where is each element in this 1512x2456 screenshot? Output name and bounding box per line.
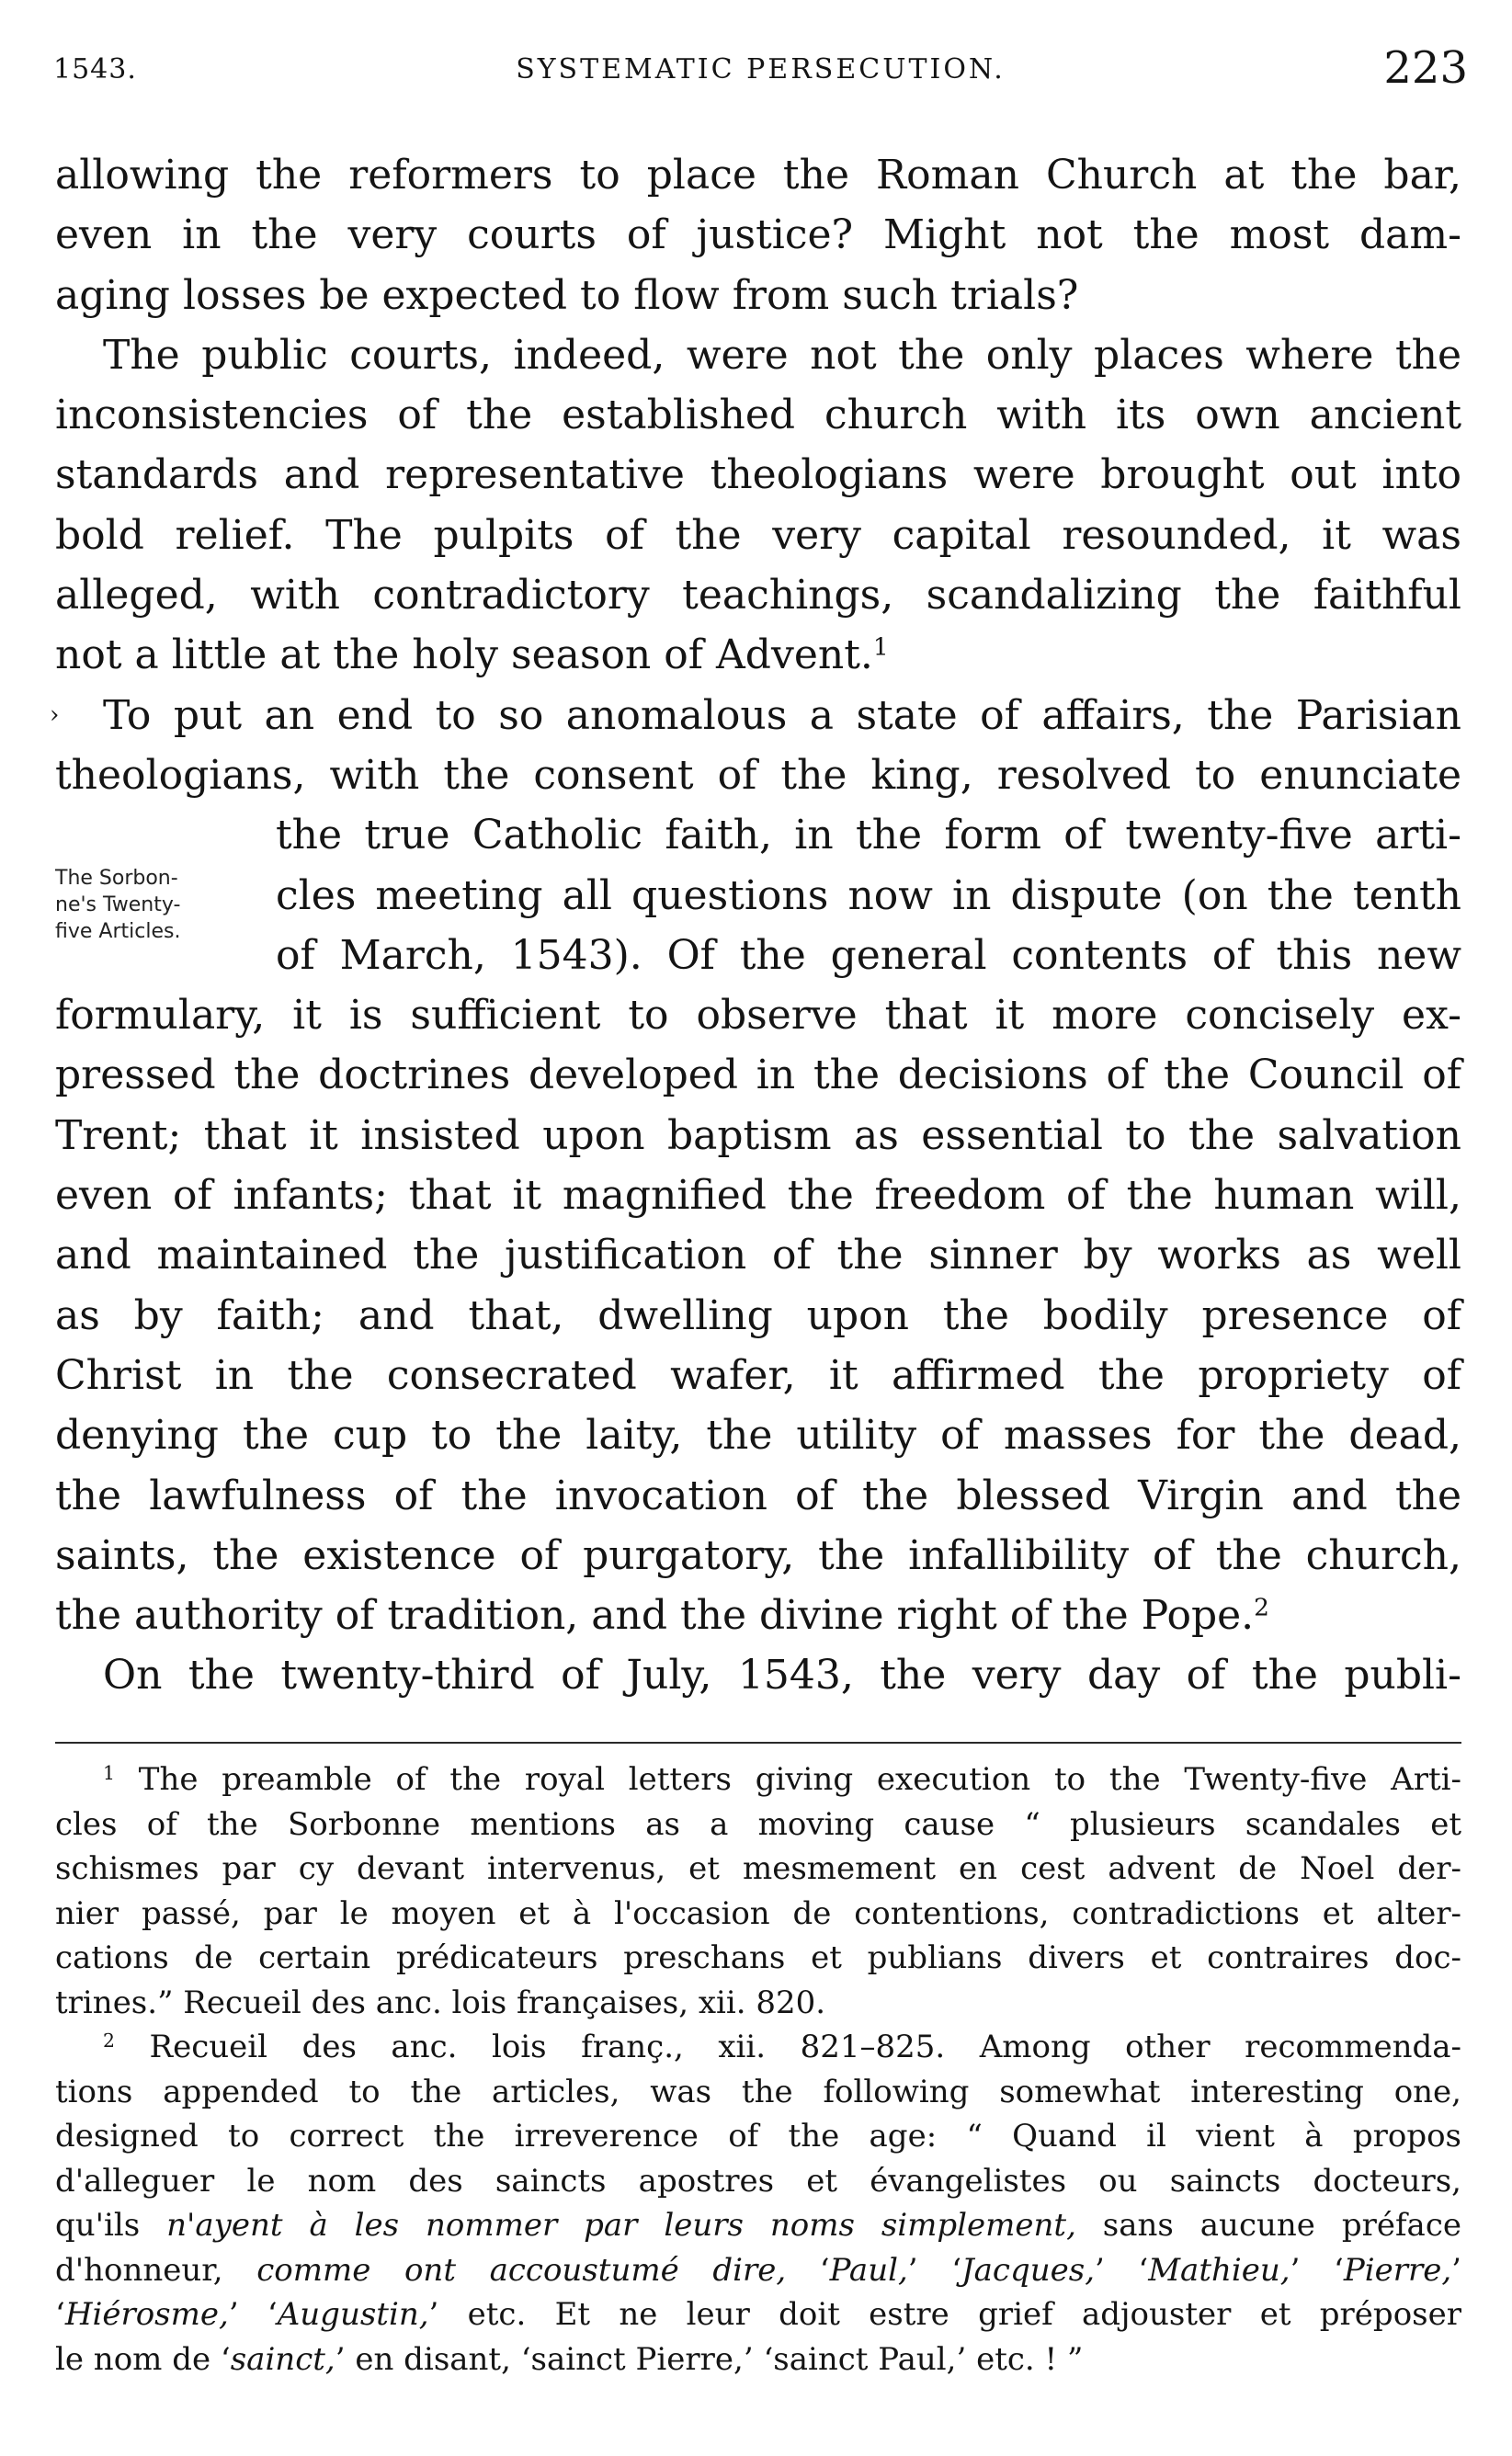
footnote-line: cations de certain prédicateurs preschans et publians divers et contraires doc- [55, 1939, 1461, 1976]
footnote-text: The preamble of the royal letters giving execution to the Twenty-five Arti- [138, 1761, 1461, 1798]
footnote-line [55, 2025, 1461, 2070]
text-line: saints, the existence of purgatory, the infallibility of the church, [55, 1531, 1461, 1579]
footnote-italic: comme ont accoustumé dire, [256, 2251, 787, 2289]
footnote-line: cles of the Sorbonne mentions as a moving cause “ plusieurs scandales et [55, 1805, 1461, 1843]
footnote-italic: n'ayent à les nommer par leurs noms simplement, [166, 2207, 1076, 2244]
footnote-italic: Mathieu, [1148, 2251, 1290, 2289]
footnotes [55, 1757, 1461, 2382]
text-line-content: To put an end to so anomalous a state of affairs, the Parisian [103, 691, 1461, 739]
text-line [55, 625, 1461, 685]
footnote-text: ’ ‘ [228, 2296, 278, 2333]
text-line-content: not a little at the holy season of Advent. [55, 631, 873, 679]
text-line: Trent; that it insisted upon baptism as essential to the salvation [55, 1111, 1461, 1159]
footnote-text: qu'ils [55, 2207, 167, 2244]
text-line: even in the very courts of justice? Might not the most dam- [55, 211, 1461, 259]
footnote-line [55, 2203, 1461, 2248]
running-head-title: SYSTEMATIC PERSECUTION. [516, 53, 1006, 85]
footnote-line: trines.” Recueil des anc. lois françaises, xii. 820. [55, 1984, 826, 2021]
text-line: allowing the reformers to place the Roman Church at the bar, [55, 152, 1461, 199]
text-line: denying the cup to the laity, the utility of masses for the dead, [55, 1412, 1461, 1460]
footnote-line [55, 2248, 1461, 2293]
text-line [55, 1586, 1461, 1645]
sidenote-line: The Sorbon- [55, 867, 178, 891]
footnote-italic: Jacques, [961, 2251, 1095, 2289]
footnote-reference[interactable]: 2 [1254, 1593, 1269, 1622]
sidenote-line: five Articles. [55, 920, 181, 944]
footnote-italic: sainct, [230, 2340, 335, 2378]
footnote-text: ’ [1451, 2251, 1461, 2289]
footnote-text: ’ etc. Et ne leur doit estre grief adjouster et préposer [428, 2296, 1461, 2333]
footnote-line: designed to correct the irreverence of the age: “ Quand il vient à propos [55, 2118, 1461, 2155]
text-line: bold relief. The pulpits of the very capital resounded, it was [55, 511, 1461, 559]
text-line: standards and representative theologians were brought out into [55, 451, 1461, 499]
running-head [53, 40, 1468, 96]
text-line: cles meeting all questions now in dispute (on the tenth [276, 871, 1461, 919]
text-line: even of infants; that it magnified the freedom of the human will, [55, 1172, 1461, 1220]
footnote-line: tions appended to the articles, was the following somewhat interesting one, [55, 2073, 1461, 2110]
footnote-text: le nom de ‘ [55, 2340, 231, 2378]
footnote-text: ’ ‘ [1290, 2251, 1344, 2289]
inset-text [276, 805, 1461, 985]
text-line: theologians, with the consent of the king, resolved to enunciate [55, 751, 1461, 799]
footnote-text: ‘ [786, 2251, 830, 2289]
footnote-line: schismes par cy devant intervenus, et mesmement en cest advent de Noel der- [55, 1850, 1461, 1887]
text-line: as by faith; and that, dwelling upon the bodily presence of [55, 1291, 1461, 1339]
footnote-line [55, 2292, 1461, 2337]
footnote-line [55, 2337, 1461, 2382]
footnote-italic: Paul, [829, 2251, 908, 2289]
text-line [50, 686, 1461, 745]
footnote-italic: Pierre, [1343, 2251, 1452, 2289]
text-line: the lawfulness of the invocation of the blessed Virgin and the [55, 1472, 1461, 1519]
margin-mark: › [50, 700, 60, 729]
footnote-text: d'honneur, [55, 2251, 257, 2289]
footnote-text: Recueil des anc. lois franç., xii. 821–825. Among other recommenda- [149, 2029, 1462, 2065]
footnote-text: ‘ [55, 2296, 65, 2333]
footnote-text: ’ ‘ [1095, 2251, 1149, 2289]
footnote-line: nier passé, par le moyen et à l'occasion de contentions, contradictions et alter- [55, 1894, 1461, 1932]
sidenote-line: ne's Twenty- [55, 893, 181, 917]
footnote-text: ’ en disant, ‘sainct Pierre,’ ‘sainct Paul,’ etc. ! ” [335, 2340, 1084, 2378]
text-line: the true Catholic faith, in the form of twenty-five arti- [276, 812, 1461, 859]
text-line: The public courts, indeed, were not the only places where the [103, 331, 1461, 379]
body-text [50, 145, 1461, 1706]
footnote-text: ’ ‘ [907, 2251, 962, 2289]
footnote-marker: 2 [103, 2029, 115, 2052]
footnote-marker: 1 [103, 1761, 115, 1784]
text-line: Christ in the consecrated wafer, it affirmed the propriety of [55, 1351, 1461, 1399]
footnote-line [55, 1757, 1461, 1802]
text-line: formulary, it is sufficient to observe that it more concisely ex- [55, 992, 1461, 1040]
page-number: 223 [1383, 42, 1468, 94]
sidenote-block [55, 805, 1461, 985]
text-line: inconsistencies of the established church with its own ancient [55, 392, 1461, 439]
text-line: and maintained the justification of the sinner by works as well [55, 1232, 1461, 1279]
footnote-reference[interactable]: 1 [872, 632, 889, 662]
text-line: alleged, with contradictory teachings, scandalizing the faithful [55, 572, 1461, 620]
footnote-line: d'alleguer le nom des saincts apostres et évangelistes ou saincts docteurs, [55, 2162, 1461, 2200]
text-line: aging losses be expected to flow from such trials? [55, 271, 1079, 319]
running-head-year: 1543. [53, 53, 137, 85]
margin-sidenote [55, 865, 262, 945]
footnote-rule [55, 1742, 1461, 1744]
text-line: pressed the doctrines developed in the decisions of the Council of [55, 1052, 1461, 1099]
text-line: On the twenty-third of July, 1543, the very day of the publi- [103, 1652, 1461, 1700]
text-line: of March, 1543). Of the general contents of this new [276, 931, 1461, 979]
footnote-italic: Hiérosme, [64, 2296, 229, 2333]
footnote-italic: Augustin, [277, 2296, 429, 2333]
footnote-text: sans aucune préface [1075, 2207, 1461, 2244]
text-line-content: the authority of tradition, and the divine right of the Pope. [55, 1592, 1255, 1640]
